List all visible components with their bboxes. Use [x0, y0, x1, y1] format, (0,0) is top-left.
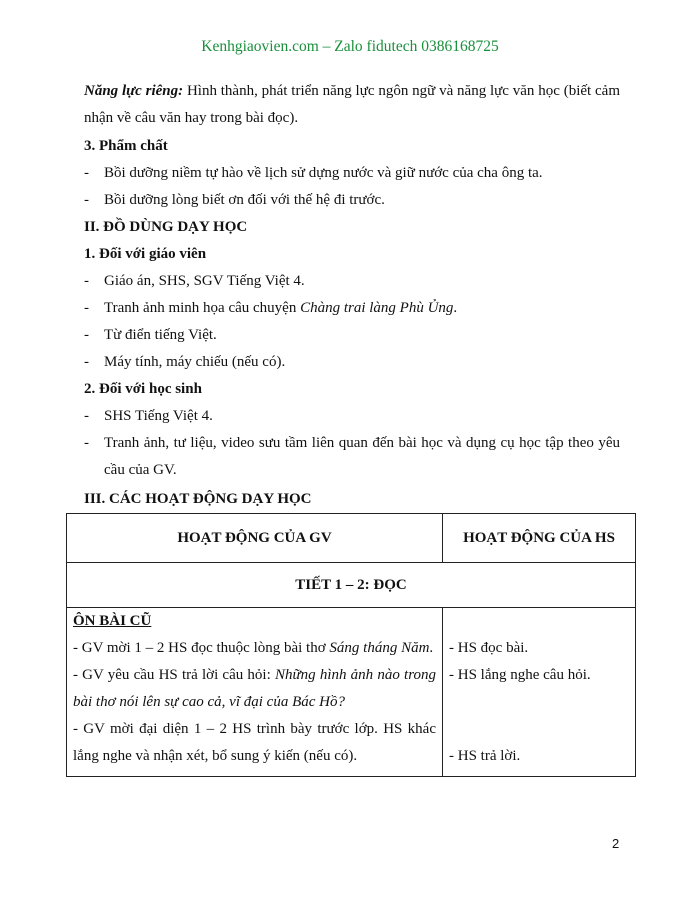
gv-item-3: - Từ điển tiếng Việt.: [84, 327, 217, 343]
col-hs-header: HOẠT ĐỘNG CỦA HS: [443, 514, 636, 563]
hs-step-1: - HS đọc bài.: [449, 640, 529, 656]
pham-chat-heading: 3. Phẩm chất: [84, 138, 168, 154]
hs-step-2: - HS lắng nghe câu hỏi.: [449, 667, 591, 683]
hs-item-1: - SHS Tiếng Việt 4.: [84, 408, 213, 424]
table-header-row: [67, 514, 636, 563]
page-number: 2: [612, 836, 620, 851]
page-header: Kenhgiaovien.com – Zalo fidutech 0386168725: [201, 38, 499, 55]
gv-step-3: - GV mời đại diện 1 – 2 HS trình bày trước lớp. HS khác lắng nghe và nhận xét, bổ sung ý kiến (nếu có).: [73, 721, 436, 764]
pham-chat-item-2: - Bồi dưỡng lòng biết ơn đối với thế hệ đi trước.: [84, 192, 385, 208]
on-bai-cu-label: ÔN BÀI CŨ: [73, 613, 152, 629]
gv-item-1: - Giáo án, SHS, SGV Tiếng Việt 4.: [84, 273, 305, 289]
do-dung-heading: II. ĐỒ DÙNG DẠY HỌC: [84, 219, 248, 235]
tiet-row: [67, 563, 636, 608]
table-row: [67, 608, 636, 777]
hs-heading: 2. Đối với học sinh: [84, 381, 202, 397]
hoat-dong-heading: III. CÁC HOẠT ĐỘNG DẠY HỌC: [84, 491, 312, 507]
nang-luc-rieng: [84, 78, 620, 132]
gv-heading: 1. Đối với giáo viên: [84, 246, 207, 262]
pham-chat-item-1: - Bồi dưỡng niềm tự hào về lịch sử dựng nước và giữ nước của cha ông ta.: [84, 165, 543, 181]
activity-table: [66, 513, 636, 777]
gv-step-1: - GV mời 1 – 2 HS đọc thuộc lòng bài thơ Sáng tháng Năm.: [73, 640, 434, 656]
gv-item-4: - Máy tính, máy chiếu (nếu có).: [84, 354, 286, 370]
document-body: [84, 78, 620, 513]
gv-item-2: - Tranh ảnh minh họa câu chuyện Chàng trai làng Phù Ủng.: [84, 300, 458, 316]
hs-item-2: - Tranh ảnh, tư liệu, video sưu tầm liên quan đến bài học và dụng cụ học tập theo yêu cầu của GV.: [84, 435, 620, 478]
nang-luc-label: Năng lực riêng:: [84, 83, 184, 99]
gv-activities: [67, 608, 443, 777]
tiet-label: TIẾT 1 – 2: ĐỌC: [67, 563, 636, 608]
nang-luc-text: Hình thành, phát triển năng lực ngôn ngữ và năng lực văn học (biết cảm nhận về câu văn hay trong bài đọc).: [84, 83, 620, 126]
gv-step-2: - GV yêu cầu HS trả lời câu hỏi: Những hình ảnh nào trong bài thơ nói lên sự cao cả, vĩ đại của Bác Hồ?: [73, 667, 436, 710]
hs-step-3: - HS trả lời.: [449, 748, 521, 764]
col-gv-header: HOẠT ĐỘNG CỦA GV: [67, 514, 443, 563]
hs-activities: [443, 608, 636, 777]
